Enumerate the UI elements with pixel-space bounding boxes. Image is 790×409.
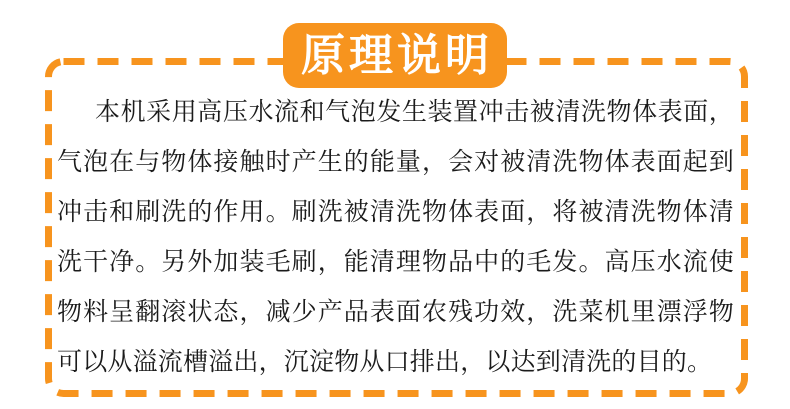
section-title: 原理说明 <box>301 30 493 80</box>
section-title-badge <box>283 23 507 88</box>
description-paragraph: 本机采用高压水流和气泡发生装置冲击被清洗物体表面，气泡在与物体接触时产生的能量，会对被清洗物体表面起到冲击和刷洗的作用。刷洗被清洗物体表面，将被清洗物体清洗干净。另外加装毛刷，能清理物品中的毛发。高压水流使物料呈翻滚状态，减少产品表面农残功效，洗菜机里漂浮物可以从溢流槽溢出，沉淀物从口排出，以达到清洗的目的。 <box>57 98 734 376</box>
